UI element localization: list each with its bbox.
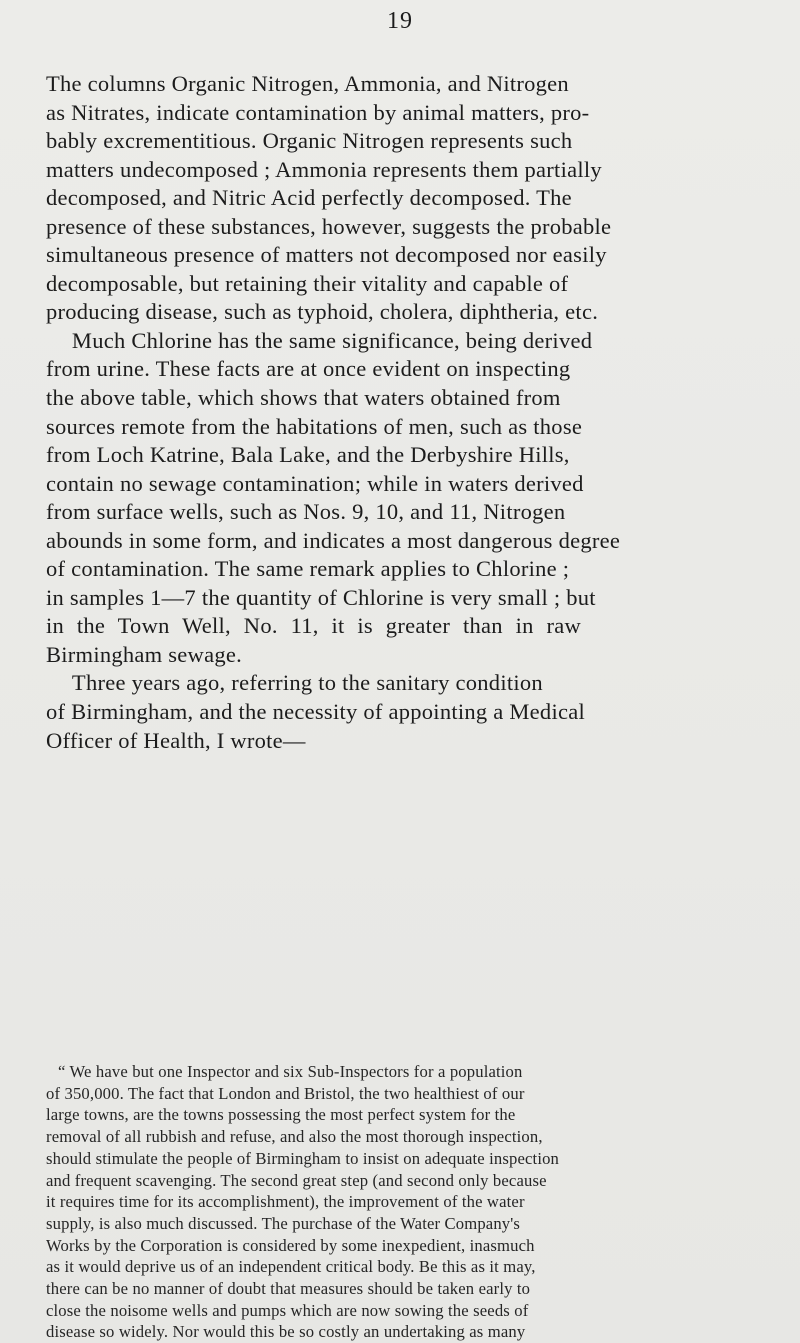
text-line: from urine. These facts are at once evident on inspecting: [46, 356, 571, 382]
quote-line: “ We have but one Inspector and six Sub-Inspectors for a population: [57, 1062, 523, 1081]
text-line: in the Town Well, No. 11, it is greater than in raw: [46, 613, 582, 639]
text-line: of Birmingham, and the necessity of appointing a Medical: [46, 699, 585, 725]
text-line: from surface wells, such as Nos. 9, 10, and 11, Nitrogen: [46, 499, 566, 525]
quote-line: close the noisome wells and pumps which are now sowing the seeds of: [46, 1300, 529, 1320]
quote-line: Works by the Corporation is considered by some inexpedient, inasmuch: [46, 1235, 535, 1255]
quote-line: it requires time for its accomplishment), the improvement of the water: [46, 1192, 525, 1212]
text-line: as Nitrates, indicate contamination by animal matters, pro-: [46, 99, 590, 125]
text-line: bably excrementitious. Organic Nitrogen represents such: [46, 128, 573, 154]
quote-line: removal of all rubbish and refuse, and also the most thorough inspection,: [46, 1127, 543, 1147]
quote-line: and frequent scavenging. The second great step (and second only because: [46, 1170, 547, 1190]
text-line: simultaneous presence of matters not decomposed nor easily: [46, 242, 607, 268]
text-line: contain no sewage contamination; while in waters derived: [46, 470, 584, 496]
text-line: Officer of Health, I wrote—: [46, 727, 306, 753]
quote-line: as it would deprive us of an independent critical body. Be this as it may,: [46, 1257, 536, 1277]
quote-line: disease so widely. Nor would this be so costly an undertaking as many: [46, 1322, 526, 1342]
text-line: abounds in some form, and indicates a most dangerous degree: [46, 527, 621, 553]
text-line: The columns Organic Nitrogen, Ammonia, and Nitrogen: [46, 71, 569, 96]
text-line: presence of these substances, however, suggests the probable: [46, 213, 612, 239]
text-line: Three years ago, referring to the sanitary condition: [71, 670, 543, 696]
text-line: Birmingham sewage.: [46, 641, 242, 667]
block-quote: [46, 1061, 776, 1343]
text-line: sources remote from the habitations of men, such as those: [46, 413, 583, 439]
quote-line: large towns, are the towns possessing the most perfect system for the: [46, 1105, 516, 1125]
page-number: 19: [387, 8, 413, 34]
quote-line: should stimulate the people of Birmingham to insist on adequate inspection: [46, 1148, 560, 1168]
quote-line: of 350,000. The fact that London and Bristol, the two healthiest of our: [46, 1083, 525, 1103]
quote-line: supply, is also much discussed. The purchase of the Water Company's: [46, 1213, 521, 1233]
text-line: matters undecomposed ; Ammonia represents them partially: [46, 156, 602, 182]
text-line: decomposed, and Nitric Acid perfectly decomposed. The: [46, 185, 572, 211]
text-line: of contamination. The same remark applies to Chlorine ;: [46, 556, 570, 582]
text-line: the above table, which shows that waters obtained from: [46, 385, 561, 411]
quote-line: there can be no manner of doubt that measures should be taken early to: [46, 1279, 531, 1299]
text-line: decomposable, but retaining their vitality and capable of: [46, 270, 569, 296]
main-paragraphs: [46, 70, 776, 755]
text-line: from Loch Katrine, Bala Lake, and the Derbyshire Hills,: [46, 442, 570, 468]
text-line: in samples 1—7 the quantity of Chlorine is very small ; but: [46, 584, 596, 610]
text-line: Much Chlorine has the same significance, being derived: [71, 327, 593, 353]
text-line: producing disease, such as typhoid, cholera, diphtheria, etc.: [46, 299, 599, 325]
